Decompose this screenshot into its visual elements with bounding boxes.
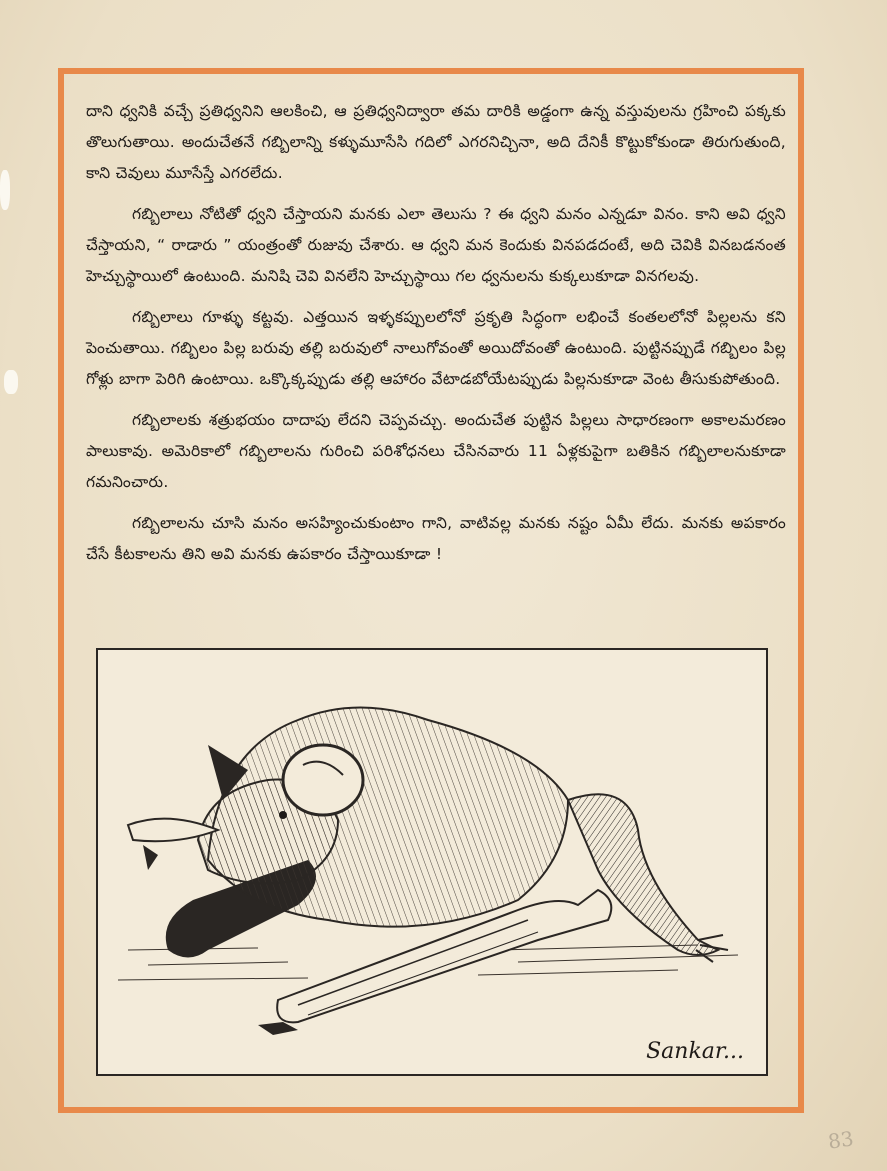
paragraph-3: గబ్బిలాలు గూళ్ళు కట్టవు. ఎత్తయిన ఇళ్ళకప్పులలోనో ప్రకృతి సిద్ధంగా లభించే కంతలలోనో పిల్లలను కని పెంచుతాయి. గబ్బిలం పిల్ల బరువు తల్లి బరువులో నాలుగోవంతో అయిదోవంతో ఉంటుంది. పుట్టినప్పుడే గబ్బిలం పిల్ల గోళ్లు బాగా పెరిగి ఉంటాయి. ఒక్కొక్కప్పుడు తల్లి ఆహారం వేటాడబోయేటప్పుడు పిల్లనుకూడా వెంట తీసుకుపోతుంది.: [86, 308, 786, 388]
paragraph-5: గబ్బిలాలను చూసి మనం అసహ్యించుకుంటాం గాని, వాటివల్ల మనకు నష్టం ఏమీ లేదు. మనకు అపకారం చేసే కీటకాలను తిని అవి మనకు ఉపకారం చేస్తాయికూడా !: [86, 514, 786, 563]
bat-illustration: [96, 648, 768, 1076]
bat-drawing: [98, 650, 766, 1074]
bat-eye: [279, 811, 287, 819]
thumb-claw: [258, 1022, 298, 1035]
paper-tear: [0, 170, 10, 210]
page-number: 83: [826, 1126, 855, 1154]
paragraph-1: దాని ధ్వనికి వచ్చే ప్రతిధ్వనిని ఆలకించి, ఆ ప్రతిధ్వనిద్వారా తమ దారికి అడ్డంగా ఉన్న వస్తువులను గ్రహించి పక్కకు తొలుగుతాయి. అందుచేతనే గబ్బిలాన్ని కళ్ళుమూసేసి గదిలో ఎగరనిచ్చినా, అది దేనికీ కొట్టుకోకుండా తిరుగుతుంది, కాని చెవులు మూసేస్తే ఎగరలేదు.: [86, 102, 786, 182]
right-ear: [283, 745, 363, 815]
body-text: [86, 96, 786, 580]
paragraph-2: గబ్బిలాలు నోటితో ధ్వని చేస్తాయని మనకు ఎలా తెలుసు ? ఈ ధ్వని మనం ఎన్నడూ వినం. కాని అవి ధ్వని చేస్తాయని, “ రాడారు ” యంత్రంతో రుజువు చేశారు. ఆ ధ్వని మన కెందుకు వినపడదంటే, అది చెవికి వినబడనంత హెచ్చుస్థాయిలో ఉంటుంది. మనిషి చెవి వినలేని హెచ్చుస్థాయి గల ధ్వనులను కుక్కలుకూడా వినగలవు.: [86, 205, 786, 285]
paragraph-4: గబ్బిలాలకు శత్రుభయం దాదాపు లేదని చెప్పవచ్చు. అందుచేత పుట్టిన పిల్లలు సాధారణంగా అకాలమరణం పాలుకావు. అమెరికాలో గబ్బిలాలను గురించి పరిశోధనలు చేసినవారు 11 ఏళ్లకుపైగా బతికిన గబ్బిలాలనుకూడా గమనించారు.: [86, 411, 786, 491]
artist-signature: Sankar...: [646, 1039, 744, 1064]
hind-leg: [568, 794, 718, 955]
paper-tear: [4, 370, 18, 394]
